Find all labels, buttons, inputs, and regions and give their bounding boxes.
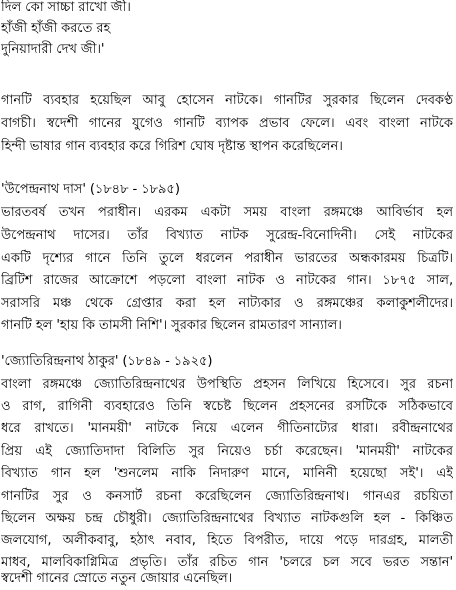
paragraph2-line-5: সরাসরি মঞ্চ থেকে গ্রেপ্তার করা হল নাট্যকার ও রঙ্গমঞ্চের কলাকুশলীদের।: [1, 296, 453, 311]
lyric-line-3: দুনিয়াদারী দেখ জী।': [1, 42, 105, 57]
paragraph3-line-2: ও রাগ, রাগিনী ব্যবহারেও তিনি স্বচেষ্ট ছিলেন প্রহসনের রসটিকে সঠিকভাবে: [1, 399, 453, 414]
paragraph1-line-2: বাগচী। স্বদেশী গানের যুগেও গানটি ব্যাপক প্রভাব ফেলে। এবং বাংলা নাটকে: [1, 116, 453, 131]
lyric-line-1: দিল কো সাচ্চা রাখো জী।: [1, 0, 131, 15]
paragraph1-line-3: হিন্দী ভাষার গান ব্যবহার করে গিরিশ ঘোষ দৃষ্টান্ত স্থাপন করেছিলেন।: [1, 139, 343, 154]
paragraph3-line-4: প্রিয় এই জ্যোতিদাদা বিলিতি সুর নিয়েও চর্চা করেছেন। 'মানময়ী' নাটকের: [1, 444, 453, 459]
paragraph2-line-4: ব্রিটিশ রাজের আক্রোশে পড়লো বাংলা নাটক ও নাটকের গান। ১৮৭৫ সাল,: [1, 273, 453, 288]
lyric-line-2: হাঁজী হাঁজী করতে রহ: [1, 21, 111, 36]
paragraph3-line-6: গানটির সুর ও কনসার্ট রচনা করেছিলেন জ্যোতিরিন্দ্রনাথ। গানএর রচয়িতা: [1, 489, 453, 504]
paragraph1-line-1: গানটি ব্যবহার হয়েছিল আবু হোসেন নাটকে। গানটির সুরকার ছিলেন দেবকণ্ঠ: [1, 93, 453, 108]
paragraph2-line-6: গানটি হল 'হায় কি তামসী নিশি'। সুরকার ছিলেন রামতারণ সান্যাল।: [1, 318, 342, 333]
paragraph3-line-8: জলযোগ, অলীকবাবু, হঠাৎ নবাব, হিতে বিপরীত, দায়ে পড়ে দারগ্রহ, মালতী: [1, 533, 453, 548]
paragraph2-line-2: উপেন্দ্রনাথ দাসের। তাঁর বিখ্যাত নাটক সুরেন্দ্র-বিনোদিনী। সেই নাটকের: [1, 228, 453, 243]
paragraph3-line-7: ছিলেন অক্ষয় চন্দ্র চৌধুরী। জ্যোতিরিন্দ্রনাথের বিখ্যাত নাটকগুলি হল - কিঞ্চিত: [1, 511, 453, 526]
paragraph3-line-1: বাংলা রঙ্গমঞ্চে জ্যোতিরিন্দ্রনাথের উপস্থিতি প্রহসন লিখিয়ে হিসেবে। সুর রচনা: [1, 377, 453, 392]
paragraph3-line-10: স্বদেশী গানের স্রোতে নতুন জোয়ার এনেছিল।: [1, 571, 233, 586]
paragraph2-line-3: একটি দৃশ্যের গানে তিনি তুলে ধরলেন পরাধীন ভারতের অন্ধকারময় চিত্রটি।: [1, 251, 453, 266]
paragraph3-line-5: বিখ্যাত গান হল 'শুনলেম নাকি নিদারুণ মানে, মানিনী হয়েছো সই'। এই: [1, 466, 453, 481]
paragraph3-line-9: মাধব, মালবিকাগ্নিমিত্র প্রভৃতি। তাঁর রচিত গান 'চলরে চল সবে ভরত সন্তান': [1, 555, 453, 570]
paragraph3-line-3: ধরে রাখতে। 'মানময়ী' নাটকে নিয়ে এলেন গীতিনাট্যের ধারা। রবীন্দ্রনাথের: [1, 421, 453, 436]
section-heading-upendranath: 'উপেন্দ্রনাথ দাস' (১৮৪৮ - ১৮৯৫): [1, 182, 180, 197]
section-heading-jyotirindranath: 'জ্যোতিরিন্দ্রনাথ ঠাকুর' (১৮৪৯ - ১৯২৫): [1, 354, 213, 369]
paragraph2-line-1: ভারতবর্ষ তখন পরাধীন। এরকম একটা সময় বাংলা রঙ্গমঞ্চে আবির্ভাব হল: [1, 205, 453, 220]
